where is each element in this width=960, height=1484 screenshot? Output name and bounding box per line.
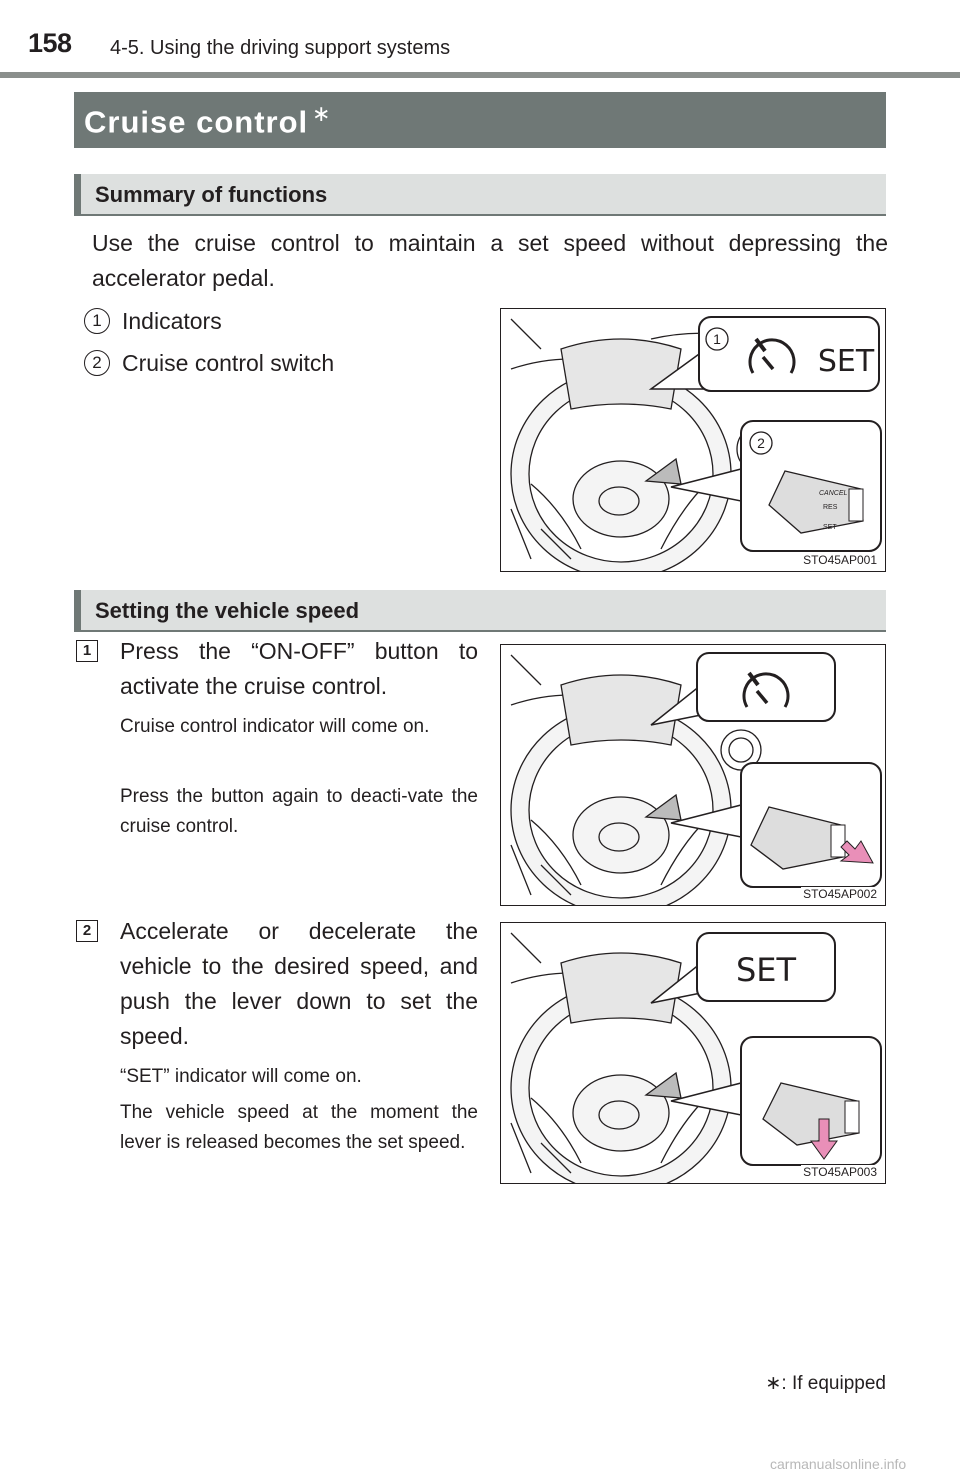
- callout-item-indicators: [84, 308, 222, 339]
- subhead-setting: [74, 590, 886, 632]
- step-1-note-2: Press the button again to deacti-vate the cruise control.: [120, 786, 478, 837]
- callout-label: Cruise control switch: [122, 350, 335, 376]
- figure-code: STO45AP003: [803, 1165, 877, 1179]
- section-path: 4-5. Using the driving support systems: [110, 37, 451, 59]
- page-number: 158: [28, 28, 72, 58]
- main-title-bar: [74, 92, 886, 148]
- figure-callout-1: 1: [713, 331, 721, 347]
- figure-step-1: [500, 644, 886, 906]
- step-2-text: Accelerate or decelerate the vehicle to the desired speed, and push the lever down to set the speed.: [120, 918, 478, 1049]
- svg-text:RES: RES: [823, 504, 838, 511]
- set-indicator-text: SET: [817, 344, 875, 379]
- step-1-text: Press the “ON-OFF” button to activate the cruise control.: [120, 638, 478, 699]
- callout-item-switch: [84, 350, 335, 381]
- figure-step-2: [500, 922, 886, 1184]
- svg-text:CANCEL: CANCEL: [819, 490, 848, 497]
- asterisk-mark: ∗: [765, 1373, 782, 1394]
- subhead-setting-text: Setting the vehicle speed: [95, 598, 360, 623]
- step-2-note-1: “SET” indicator will come on.: [120, 1066, 362, 1087]
- asterisk-mark: ∗: [312, 101, 332, 126]
- header-rule: [0, 72, 960, 78]
- footnote-text: : If equipped: [781, 1373, 886, 1394]
- step-badge-1: 1: [76, 640, 98, 662]
- dashboard-illustration: [501, 923, 886, 1184]
- callout-number: 2: [84, 350, 110, 376]
- page-title: [84, 101, 332, 140]
- figure-callout-2: 2: [757, 435, 765, 451]
- figure-summary: [500, 308, 886, 572]
- figure-code: STO45AP002: [803, 887, 877, 901]
- step-1-note-1: Cruise control indicator will come on.: [120, 716, 430, 737]
- subhead-summary-text: Summary of functions: [95, 182, 328, 207]
- figure-code: STO45AP001: [803, 553, 877, 567]
- watermark: carmanualsonline.info: [770, 1456, 907, 1472]
- page-title-text: Cruise control: [84, 104, 309, 140]
- step-badge-2: 2: [76, 920, 98, 942]
- footnote: [765, 1372, 886, 1395]
- callout-label: Indicators: [122, 308, 222, 334]
- dashboard-illustration: [501, 645, 886, 906]
- svg-text:SET: SET: [823, 524, 837, 531]
- step-2-note-2: The vehicle speed at the moment the lever is released becomes the set speed.: [120, 1102, 478, 1153]
- callout-number: 1: [84, 308, 110, 334]
- summary-intro: Use the cruise control to maintain a set speed without depressing the accelerator pedal.: [92, 230, 888, 291]
- set-indicator-text: SET: [735, 951, 797, 989]
- dashboard-illustration: [501, 309, 886, 572]
- subhead-summary: [74, 174, 886, 216]
